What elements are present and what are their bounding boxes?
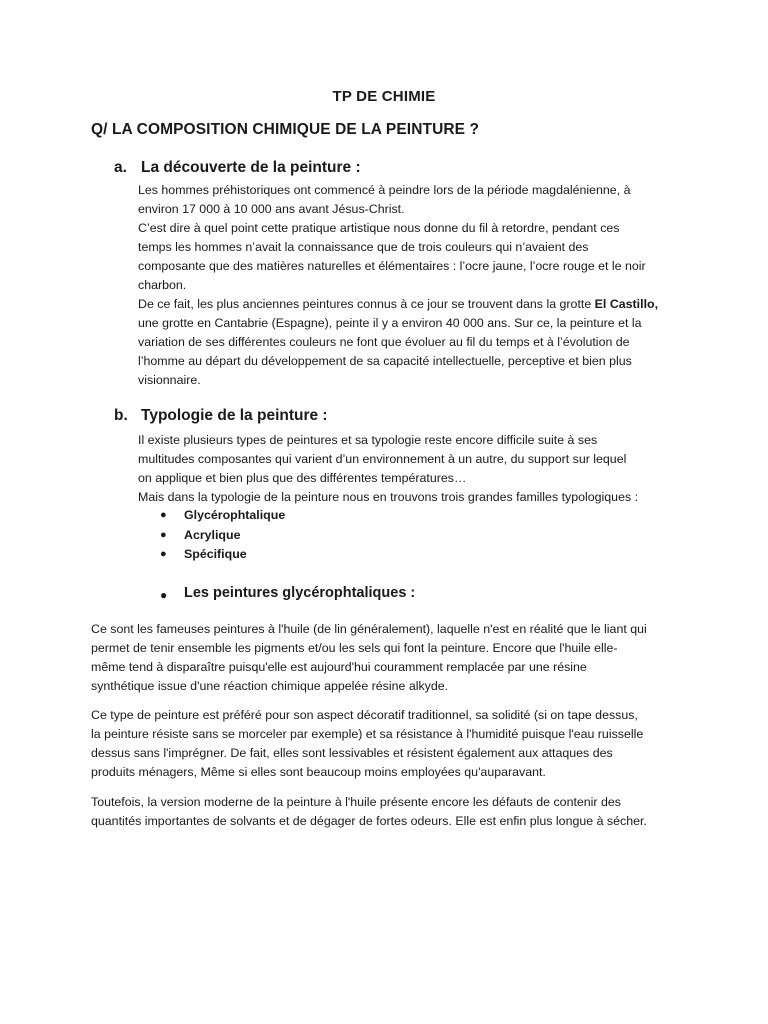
paragraph-line: Ce sont les fameuses peintures à l'huile (de lin généralement), laquelle n'est en réalité que le liant qui — [91, 622, 647, 636]
typology-list — [160, 506, 285, 565]
paragraph-1 — [91, 620, 691, 696]
section-a-body — [138, 181, 698, 390]
list-item — [160, 526, 285, 546]
castillo-name: El Castillo, — [594, 297, 659, 311]
section-b-title: Typologie de la peinture : — [141, 407, 328, 424]
list-item-label: Glycérophtalique — [184, 508, 286, 522]
section-b-line: multitudes composantes qui varient d’un environnement à un autre, du support sur lequel — [138, 452, 627, 466]
section-a-line: variation de ses différentes couleurs ne font que évoluer au fil du temps et à l’évolution de — [138, 335, 630, 349]
section-b-body — [138, 431, 698, 507]
section-b-line: Il existe plusieurs types de peintures et sa typologie reste encore difficile suite à ses — [138, 433, 598, 447]
section-b-line: Mais dans la typologie de la peinture nous en trouvons trois grandes familles typologiques : — [138, 490, 639, 504]
list-item-label: Acrylique — [184, 527, 241, 542]
section-a-line: environ 17 000 à 10 000 ans avant Jésus-Christ. — [138, 202, 405, 216]
castillo-prefix: De ce fait, les plus anciennes peintures connus à ce jour se trouvent dans la grotte — [138, 297, 595, 311]
section-a-heading — [114, 159, 361, 177]
section-a-line: une grotte en Cantabrie (Espagne), peinte il y a environ 40 000 ans. Sur ce, la peinture et la — [138, 316, 642, 330]
section-a-line: visionnaire. — [138, 373, 201, 387]
paragraph-line: produits ménagers, Même si elles sont beaucoup moins employées qu'auparavant. — [91, 765, 546, 779]
section-b-heading — [114, 407, 328, 425]
paragraph-line: synthétique issue d'une réaction chimique appelée résine alkyde. — [91, 679, 449, 693]
section-a-line: temps les hommes n’avait la connaissance que de trois couleurs qui n’avaient des — [138, 240, 589, 254]
section-a-line: Les hommes préhistoriques ont commencé à peindre lors de la période magdalénienne, à — [138, 183, 631, 197]
paragraph-line: même tend à disparaître puisqu'elle est aujourd'hui couramment remplacée par une résine — [91, 660, 587, 674]
section-b-letter: b. — [114, 407, 128, 424]
bullet-icon: ● — [160, 528, 167, 541]
paragraph-line: permet de tenir ensemble les pigments et/ou les sels qui font la peinture. Encore que l'huile elle- — [91, 641, 618, 655]
paragraph-line: Toutefois, la version moderne de la peinture à l'huile présente encore les défauts de contenir des — [91, 795, 621, 809]
section-a-line: composante que des matières naturelles et élémentaires : l’ocre jaune, l’ocre rouge et le noir — [138, 259, 646, 273]
glycero-subheading — [160, 585, 415, 605]
glycero-subheading-label: Les peintures glycérophtaliques : — [184, 585, 416, 601]
bullet-icon: ● — [160, 509, 167, 521]
section-a-line-castillo — [138, 295, 698, 314]
section-a-title: La découverte de la peinture : — [141, 159, 361, 176]
document-title: TP DE CHIMIE — [332, 88, 436, 105]
paragraph-3 — [91, 793, 691, 831]
paragraph-line: quantités importantes de solvants et de dégager de fortes odeurs. Elle est enfin plus longue à sécher. — [91, 814, 647, 828]
paragraph-line: la peinture résiste sans se morceler par exemple) et sa résistance à l'humidité puisque l'eau ruisselle — [91, 727, 644, 741]
section-a-line: C’est dire à quel point cette pratique artistique nous donne du fil à retordre, pendant ces — [138, 221, 620, 235]
list-item-label: Spécifique — [184, 547, 247, 561]
bullet-icon: ● — [160, 548, 167, 560]
paragraph-2 — [91, 706, 691, 782]
bullet-icon: ● — [160, 588, 168, 602]
paragraph-line: Ce type de peinture est préféré pour son aspect décoratif traditionnel, sa solidité (si on tape dessus, — [91, 708, 638, 722]
question-heading: Q/ LA COMPOSITION CHIMIQUE DE LA PEINTURE ? — [91, 121, 480, 138]
list-item — [160, 506, 285, 526]
paragraph-line: dessus sans l'imprégner. De fait, elles sont lessivables et résistent également aux attaques des — [91, 746, 613, 760]
section-b-line: on applique et bien plus que des différentes températures… — [138, 471, 467, 485]
section-a-line: l’homme au départ du développement de sa capacité intellectuelle, perceptive et bien plus — [138, 354, 632, 368]
list-item — [160, 545, 285, 565]
section-a-letter: a. — [114, 159, 127, 176]
section-a-line: charbon. — [138, 278, 187, 292]
